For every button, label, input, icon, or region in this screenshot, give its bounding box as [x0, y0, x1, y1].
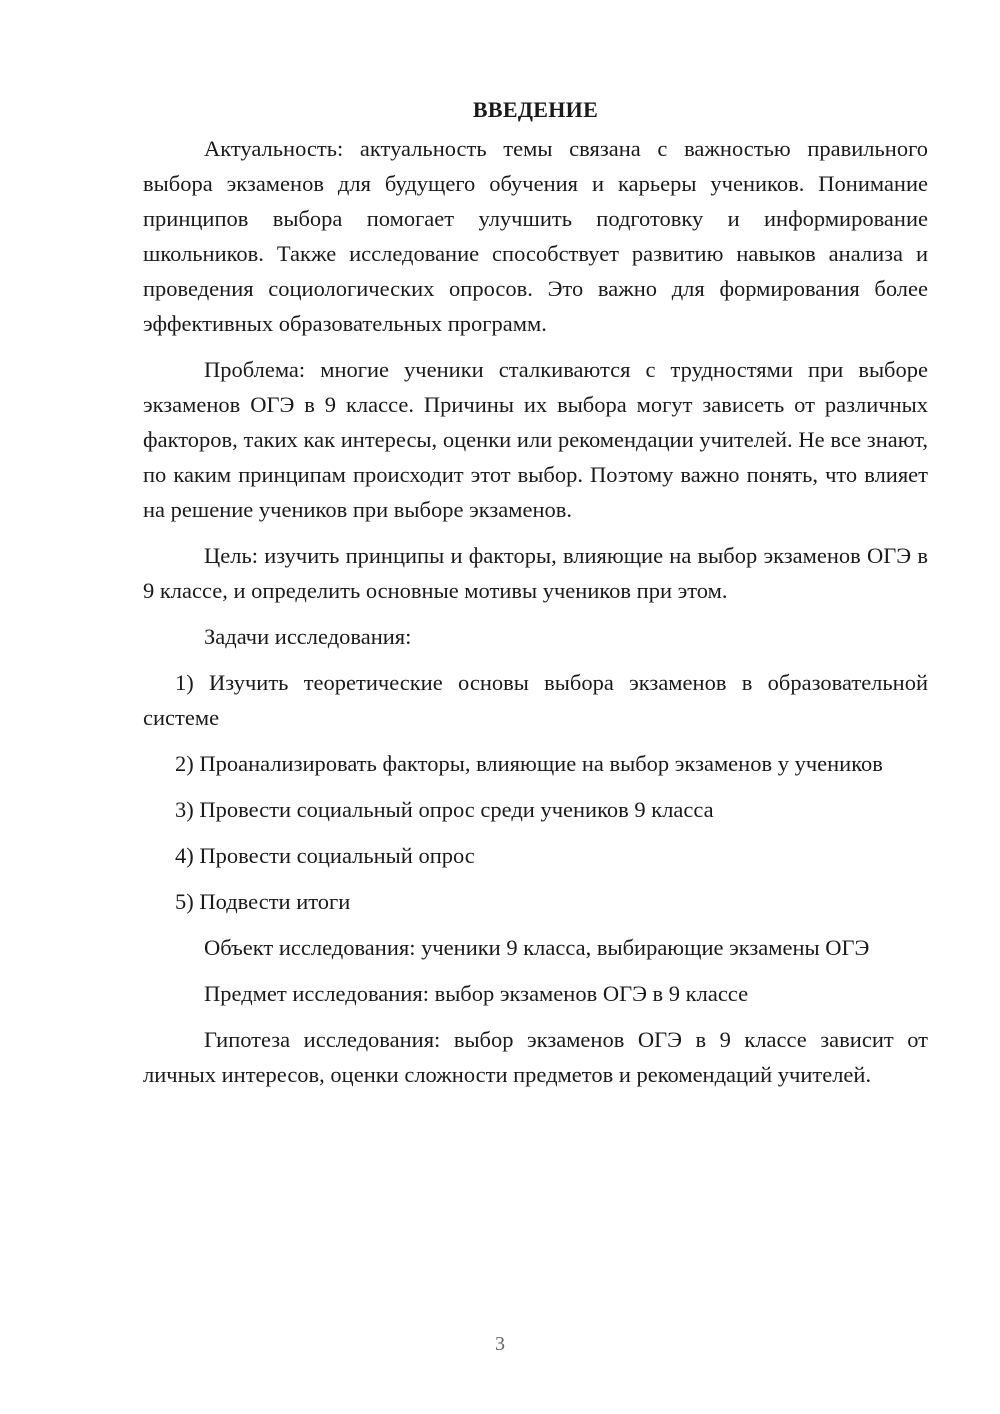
paragraph-subject: Предмет исследования: выбор экзаменов ОГЭ в 9 классе	[204, 981, 749, 1006]
task-item-4: 4) Провести социальный опрос	[175, 843, 475, 868]
page-number: 3	[495, 1333, 505, 1355]
document-page	[143, 92, 928, 1092]
paragraph-problem: Проблема: многие ученики сталкиваются с трудностями при выборе экзаменов ОГЭ в 9 классе. Причины их выбора могут зависеть от различных факторов, таких как интересы, оценки или рекомендации учителей. Не все знают, по каким принципам происходит этот выбор. Поэтому важно понять, что влияет на решение учеников при выборе экзаменов.	[143, 357, 928, 522]
tasks-heading: Задачи исследования:	[204, 624, 412, 649]
paragraph-goal: Цель: изучить принципы и факторы, влияющие на выбор экзаменов ОГЭ в 9 классе, и определить основные мотивы учеников при этом.	[143, 543, 928, 603]
task-item-1: 1) Изучить теоретические основы выбора экзаменов в образовательной системе	[143, 670, 928, 730]
task-item-2: 2) Проанализировать факторы, влияющие на выбор экзаменов у учеников	[175, 751, 883, 776]
task-item-5: 5) Подвести итоги	[175, 889, 351, 914]
task-item-3: 3) Провести социальный опрос среди учеников 9 класса	[175, 797, 714, 822]
paragraph-relevance: Актуальность: актуальность темы связана с важностью правильного выбора экзаменов для будущего обучения и карьеры учеников. Понимание принципов выбора помогает улучшить подготовку и информирование школьников. Также исследование способствует развитию навыков анализа и проведения социологических опросов. Это важно для формирования более эффективных образовательных программ.	[143, 136, 928, 336]
paragraph-object: Объект исследования: ученики 9 класса, выбирающие экзамены ОГЭ	[204, 935, 870, 960]
section-title: ВВЕДЕНИЕ	[472, 97, 599, 122]
paragraph-hypothesis: Гипотеза исследования: выбор экзаменов ОГЭ в 9 классе зависит от личных интересов, оценки сложности предметов и рекомендаций учителей.	[143, 1027, 928, 1087]
